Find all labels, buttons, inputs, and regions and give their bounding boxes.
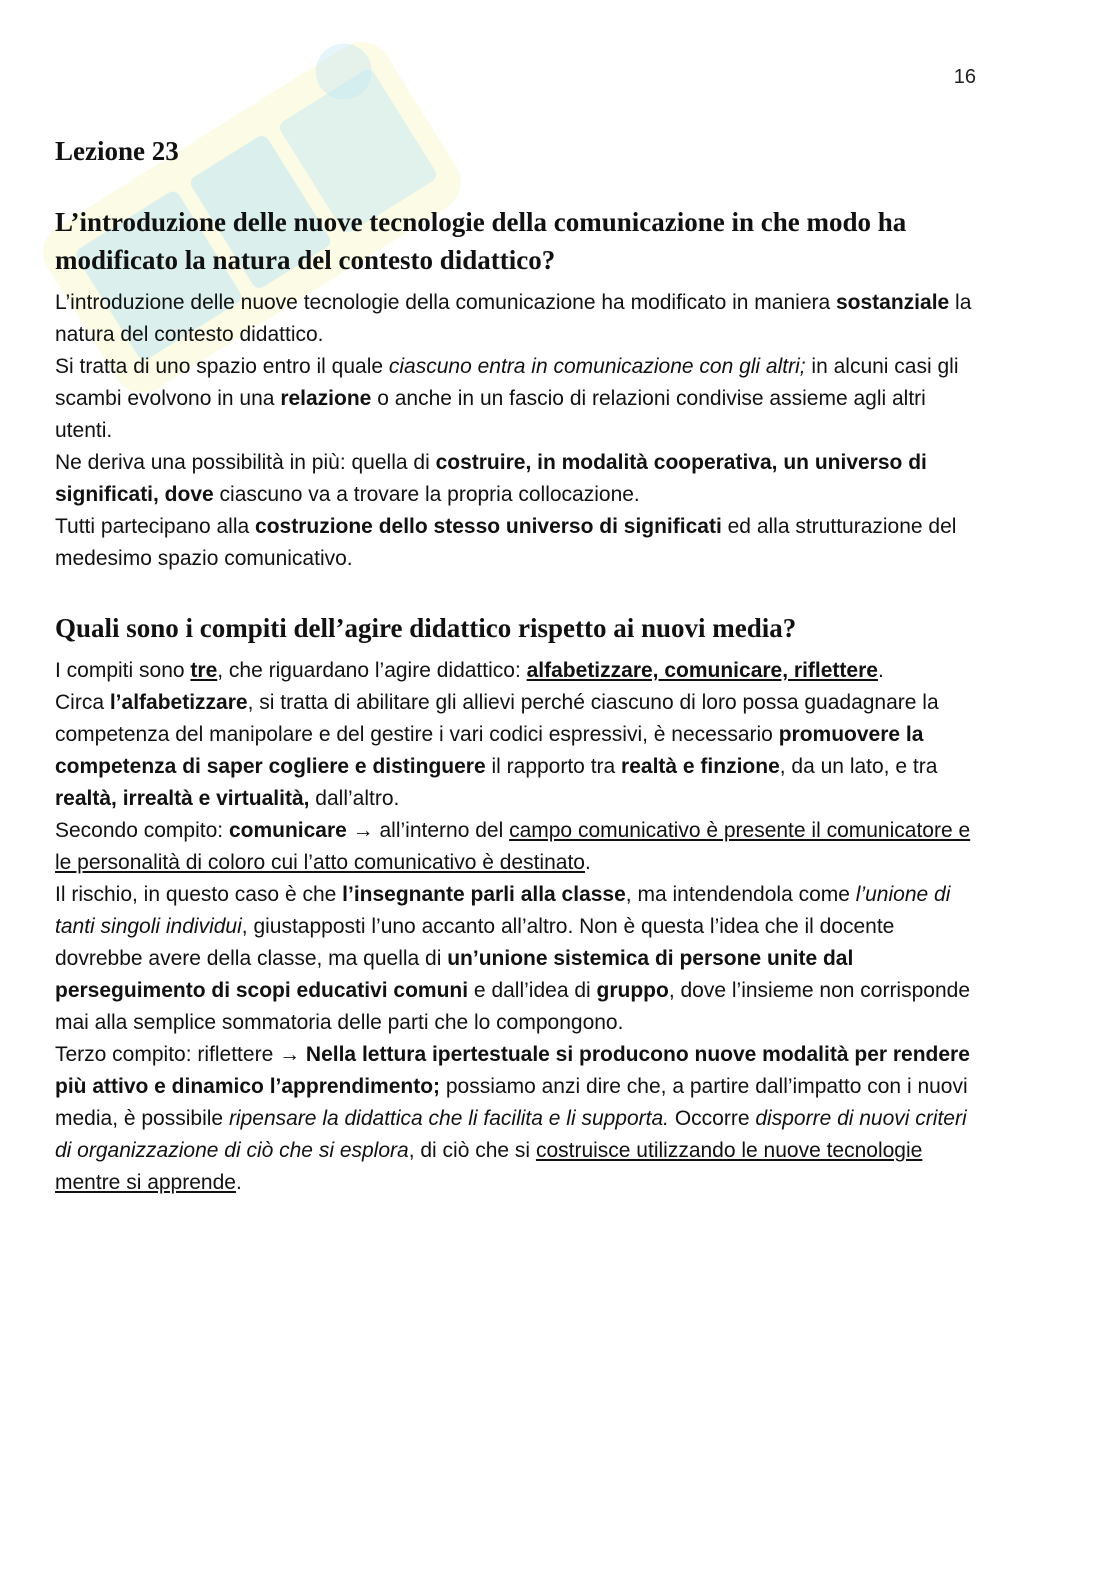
text-run: Si tratta di uno spazio entro il quale xyxy=(55,355,389,378)
text-run: . xyxy=(584,851,591,874)
emphasis-text: l’insegnante parli alla classe xyxy=(342,883,626,906)
emphasis-text: comunicare xyxy=(228,819,347,842)
emphasis-text: sostanziale xyxy=(836,291,950,314)
text-run: la natura del contesto didattico. xyxy=(55,291,972,346)
emphasis-text: promuovere la competenza di saper cogliere e distinguere xyxy=(55,723,924,778)
section-2 xyxy=(55,609,980,1199)
section-1 xyxy=(55,203,980,575)
text-run: Secondo compito: xyxy=(55,819,229,842)
paragraph xyxy=(55,511,980,575)
text-run: in alcuni casi gli scambi evolvono in una xyxy=(55,355,959,410)
text-run: ed alla strutturazione del medesimo spazio comunicativo. xyxy=(55,515,957,570)
emphasis-text: campo comunicativo è presente il comunicatore e le personalità di coloro cui l’atto comunicativo è destinato xyxy=(55,819,971,874)
text-run: , si tratta di abilitare gli allievi perché ciascuno di loro possa guadagnare la competenza del manipolare e del gestire i vari codici espressivi, è necessario xyxy=(55,691,939,746)
emphasis-text: realtà e finzione xyxy=(621,755,780,778)
emphasis-text: costruzione dello stesso universo di significati xyxy=(255,515,722,538)
emphasis-text: Nella lettura ipertestuale si producono nuove modalità per rendere più attivo e dinamico l’apprendimento; xyxy=(55,1043,970,1098)
paragraph xyxy=(55,1039,980,1199)
text-run: e dall’idea di xyxy=(468,979,597,1002)
text-run: ciascuno va a trovare la propria collocazione. xyxy=(213,483,640,506)
text-run: Occorre xyxy=(669,1107,756,1130)
page-number: 16 xyxy=(953,66,976,88)
text-run: possiamo anzi dire che, a partire dall’impatto con i nuovi media, è possibile xyxy=(55,1075,968,1130)
text-run: I compiti sono xyxy=(55,659,191,682)
text-run: o anche in un fascio di relazioni condivise assieme agli altri utenti. xyxy=(55,387,926,442)
paragraph xyxy=(55,447,980,511)
text-run: , giustapposti l’uno accanto all’altro. Non è questa l’idea che il docente dovrebbe avere della classe, ma quella di xyxy=(55,915,895,970)
emphasis-text: tre xyxy=(190,659,218,682)
paragraph xyxy=(55,815,980,879)
section-heading: Quali sono i compiti dell’agire didattico rispetto ai nuovi media? xyxy=(55,613,797,643)
text-run: Ne deriva una possibilità in più: quella di xyxy=(55,451,436,474)
text-run: dall’altro. xyxy=(309,787,400,810)
emphasis-text: alfabetizzare, comunicare, riflettere xyxy=(526,659,878,682)
emphasis-text: disporre di nuovi criteri di organizzazione di ciò che si esplora xyxy=(55,1107,967,1162)
text-run: Circa xyxy=(55,691,110,714)
text-run: . xyxy=(877,659,884,682)
emphasis-text: costruisce utilizzando le nuove tecnologie mentre si apprende xyxy=(55,1139,923,1194)
emphasis-text: l’unione di tanti singoli individui xyxy=(55,883,951,938)
text-run: il rapporto tra xyxy=(485,755,622,778)
text-run: Il rischio, in questo caso è che xyxy=(55,883,343,906)
text-run: → all’interno del xyxy=(346,819,510,842)
emphasis-text: costruire, in modalità cooperativa, un universo di significati, dove xyxy=(55,451,927,506)
text-run: Tutti partecipano alla xyxy=(55,515,256,538)
emphasis-text: l’alfabetizzare xyxy=(109,691,248,714)
text-run: , ma intendendola come xyxy=(625,883,856,906)
emphasis-text: un’unione sistemica di persone unite dal perseguimento di scopi educativi comuni xyxy=(55,947,854,1002)
emphasis-text: gruppo xyxy=(596,979,669,1002)
lesson-title: Lezione 23 xyxy=(55,136,179,166)
text-run: , che riguardano l’agire didattico: xyxy=(217,659,527,682)
paragraph xyxy=(55,687,980,815)
emphasis-text: relazione xyxy=(280,387,372,410)
paragraph xyxy=(55,879,980,1039)
text-run: . xyxy=(235,1171,242,1194)
text-run: , di ciò che si xyxy=(408,1139,536,1162)
text-run: , dove l’insieme non corrisponde mai alla semplice sommatoria delle parti che lo compongono. xyxy=(55,979,970,1034)
emphasis-text: realtà, irrealtà e virtualità, xyxy=(55,787,310,810)
text-run: L’introduzione delle nuove tecnologie della comunicazione ha modificato in maniera xyxy=(55,291,836,314)
section-heading: L’introduzione delle nuove tecnologie della comunicazione in che modo ha modificato la natura del contesto didattico? xyxy=(55,207,907,275)
paragraph xyxy=(55,287,980,351)
text-run: Terzo compito: riflettere → xyxy=(55,1043,306,1066)
paragraph xyxy=(55,655,980,687)
emphasis-text: ciascuno entra in comunicazione con gli altri; xyxy=(388,355,806,378)
emphasis-text: ripensare la didattica che li facilita e li supporta. xyxy=(228,1107,670,1130)
document-body xyxy=(55,130,980,1199)
paragraph xyxy=(55,351,980,447)
text-run: , da un lato, e tra xyxy=(779,755,938,778)
